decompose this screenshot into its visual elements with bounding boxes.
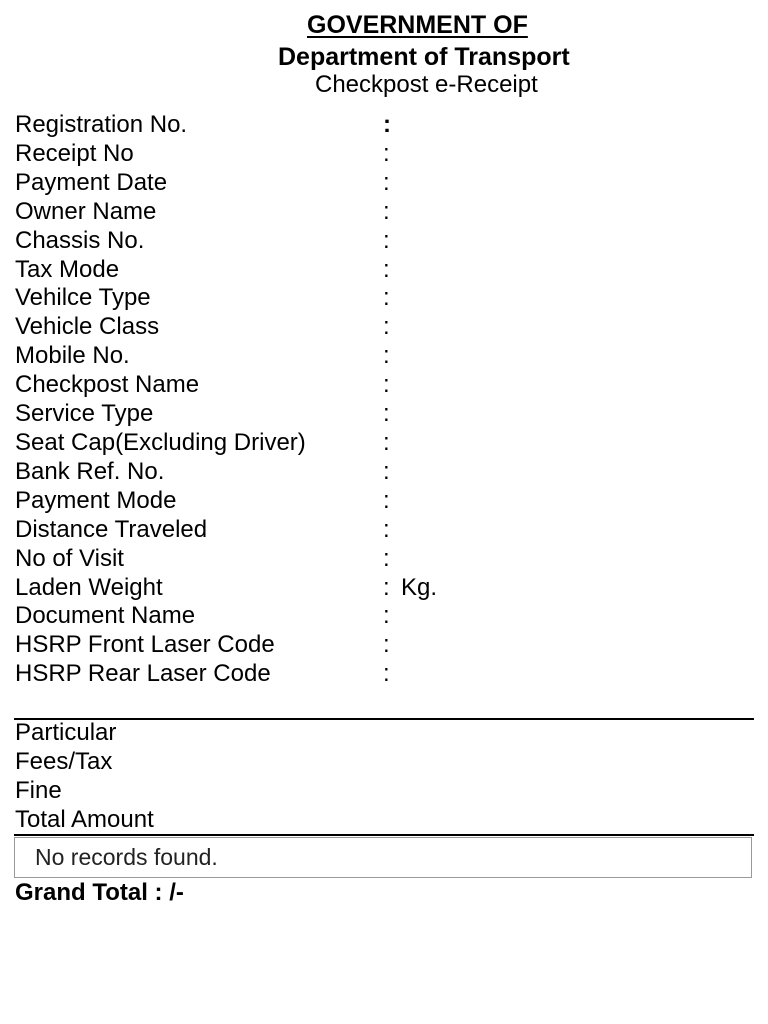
total-amount-heading: Total Amount [15, 805, 154, 833]
field-vehicle-class [15, 313, 755, 342]
field-hsrp-front-laser-code [15, 631, 755, 660]
field-no-of-visit [15, 545, 755, 574]
receipt-fields [15, 111, 755, 689]
field-payment-date [15, 169, 755, 198]
field-separator: : [383, 457, 390, 485]
field-separator: : [383, 168, 390, 196]
field-label: Seat Cap(Excluding Driver) [15, 428, 306, 456]
fine-heading: Fine [15, 776, 62, 804]
field-label: Owner Name [15, 197, 157, 225]
government-title: GOVERNMENT OF [307, 11, 528, 39]
field-separator: : [383, 313, 390, 341]
empty-table-message: No records found. [14, 837, 752, 878]
department-title: Department of Transport [278, 43, 570, 71]
field-chassis-no [15, 227, 755, 256]
receipt-subtitle: Checkpost e-Receipt [315, 71, 538, 98]
field-owner-name [15, 198, 755, 227]
field-tax-mode [15, 256, 755, 285]
field-registration-no [15, 111, 755, 140]
field-distance-traveled [15, 516, 755, 545]
field-label: Service Type [15, 400, 154, 428]
field-separator: : [383, 660, 390, 688]
field-label: Document Name [15, 602, 196, 630]
field-separator: : [383, 515, 390, 543]
field-label: Vehilce Type [15, 284, 151, 312]
field-label: Bank Ref. No. [15, 457, 165, 485]
particular-heading: Particular [15, 719, 117, 746]
field-separator: : [383, 139, 390, 167]
field-separator: : [383, 631, 390, 659]
field-label: Checkpost Name [15, 371, 200, 399]
field-separator: : [383, 342, 390, 370]
field-label: Vehicle Class [15, 313, 160, 341]
field-vehicle-type [15, 284, 755, 313]
field-seat-capacity [15, 429, 755, 458]
field-label: Tax Mode [15, 255, 120, 283]
field-label: Receipt No [15, 139, 134, 167]
field-label: Payment Date [15, 168, 168, 196]
field-hsrp-rear-laser-code [15, 660, 755, 689]
field-laden-weight [15, 574, 755, 603]
field-label: HSRP Rear Laser Code [15, 660, 271, 688]
field-label: Payment Mode [15, 486, 177, 514]
field-checkpost-name [15, 371, 755, 400]
field-label: Chassis No. [15, 226, 145, 254]
field-separator: : [383, 400, 390, 428]
field-bank-ref-no [15, 458, 755, 487]
field-separator: : [383, 428, 390, 456]
fees-tax-heading: Fees/Tax [15, 747, 113, 775]
grand-total: Grand Total : /- [15, 879, 184, 906]
field-label: HSRP Front Laser Code [15, 631, 275, 659]
field-separator: : [383, 486, 390, 514]
field-separator: : [383, 226, 390, 254]
field-separator: : [383, 544, 390, 572]
divider-bottom [14, 834, 754, 836]
field-service-type [15, 400, 755, 429]
field-separator: : [383, 602, 390, 630]
field-label: Mobile No. [15, 342, 130, 370]
field-separator: : [383, 111, 391, 138]
field-separator: : [383, 255, 390, 283]
field-value: Kg. [401, 573, 438, 601]
field-label: Registration No. [15, 111, 188, 138]
field-mobile-no [15, 342, 755, 371]
field-payment-mode [15, 487, 755, 516]
field-label: Distance Traveled [15, 515, 208, 543]
particulars-header [15, 719, 154, 835]
field-label: No of Visit [15, 544, 124, 572]
field-separator: : [383, 197, 390, 225]
field-separator: : [383, 573, 390, 601]
field-label: Laden Weight [15, 573, 163, 601]
field-separator: : [383, 371, 390, 399]
field-document-name [15, 602, 755, 631]
field-receipt-no [15, 140, 755, 169]
field-separator: : [383, 284, 390, 312]
